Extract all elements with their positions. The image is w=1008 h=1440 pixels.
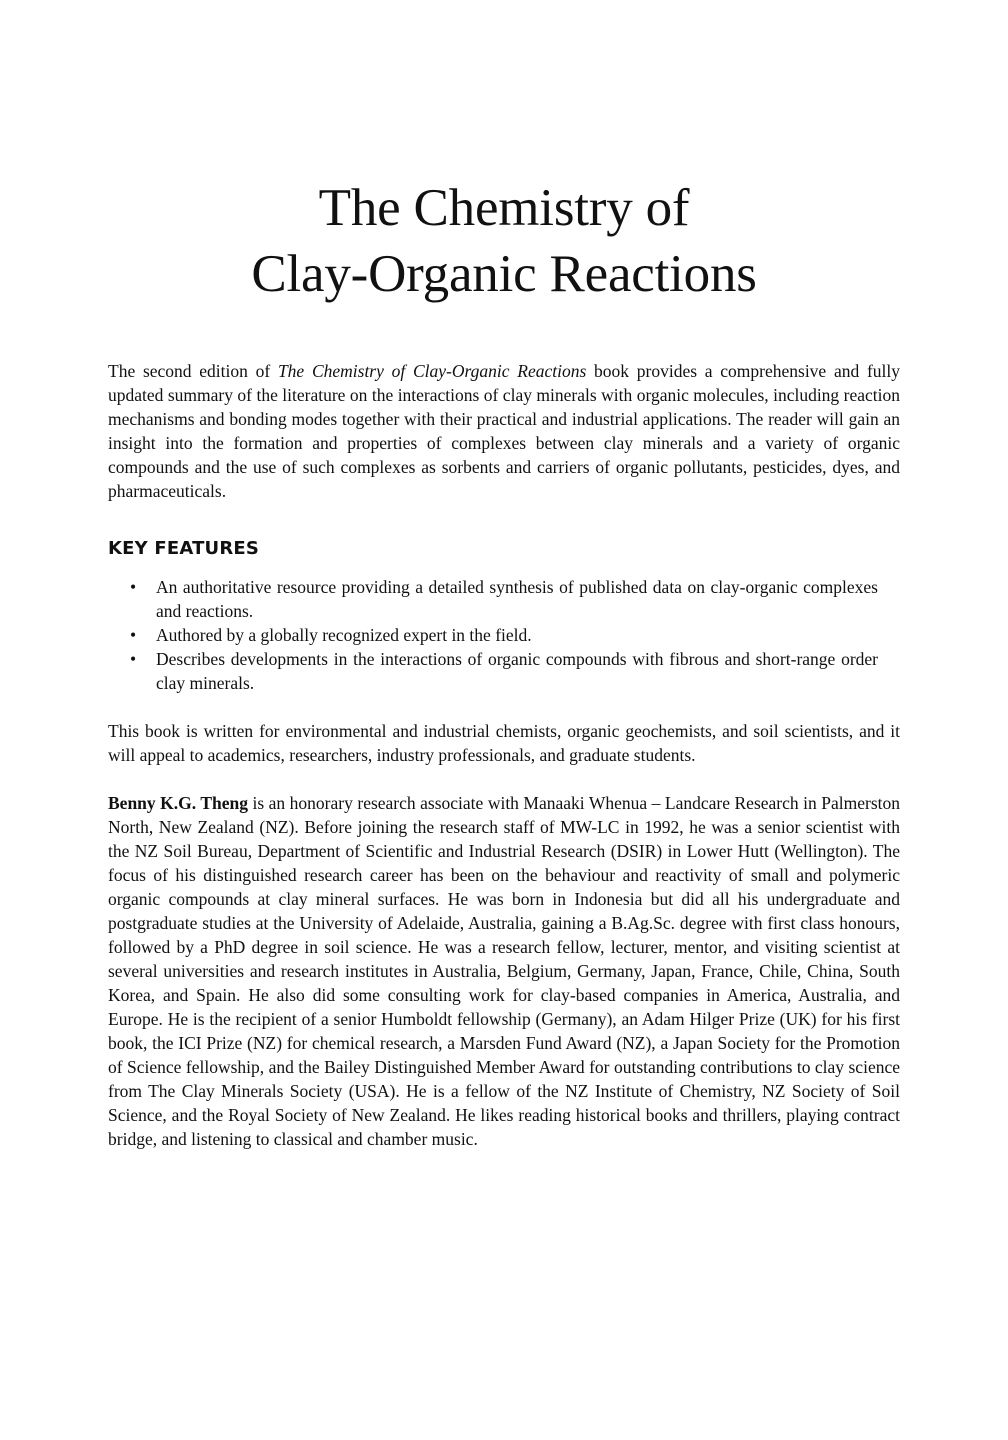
intro-suffix: book provides a comprehensive and fully updated summary of the literature on the interactions of clay minerals with organic molecules, including reaction mechanisms and bonding modes together with their practical and industrial applications. The reader will gain an insight into the formation and properties of complexes between clay minerals and a variety of organic compounds and the use of such complexes as sorbents and carriers of organic pollutants, pesticides, dyes, and pharmaceuticals. bbox=[108, 361, 900, 501]
key-feature-text: Describes developments in the interactions of organic compounds with fibrous and short-range order clay minerals. bbox=[156, 649, 878, 693]
key-features-list bbox=[108, 575, 878, 695]
author-bio-text: is an honorary research associate with Manaaki Whenua – Landcare Research in Palmerston North, New Zealand (NZ). Before joining the research staff of MW-LC in 1992, he was a senior scientist with the NZ Soil Bureau, Department of Scientific and Industrial Research (DSIR) in Lower Hutt (Wellington). The focus of his distinguished research career has been on the behaviour and reactivity of small and polymeric organic compounds at clay mineral surfaces. He was born in Indonesia but did all his undergraduate and postgraduate studies at the University of Adelaide, Australia, gaining a B.Ag.Sc. degree with first class honours, followed by a PhD degree in soil science. He was a research fellow, lecturer, mentor, and visiting scientist at several universities and research institutes in Australia, Belgium, Germany, Japan, France, Chile, China, South Korea, and Spain. He also did some consulting work for clay-based companies in America, Australia, and Europe. He is the recipient of a senior Humboldt fellowship (Germany), an Adam Hilger Prize (UK) for his first book, the ICI Prize (NZ) for chemical research, a Marsden Fund Award (NZ), a Japan Society for the Promotion of Science fellowship, and the Bailey Distinguished Member Award for outstanding contributions to clay science from The Clay Minerals Society (USA). He is a fellow of the NZ Institute of Chemistry, NZ Society of Soil Science, and the Royal Society of New Zealand. He likes reading historical books and thrillers, playing contract bridge, and listening to classical and chamber music. bbox=[108, 793, 900, 1149]
bullet-icon: • bbox=[130, 649, 137, 669]
key-feature-text: Authored by a globally recognized expert in the field. bbox=[156, 625, 532, 645]
key-features-heading: KEY FEATURES bbox=[108, 538, 260, 559]
author-name: Benny K.G. Theng bbox=[108, 793, 248, 813]
author-bio-paragraph bbox=[108, 791, 900, 1151]
intro-paragraph bbox=[108, 359, 900, 503]
book-title bbox=[108, 175, 900, 307]
key-feature-text: An authoritative resource providing a detailed synthesis of published data on clay-organic complexes and reactions. bbox=[156, 577, 878, 621]
bullet-icon: • bbox=[130, 577, 137, 597]
book-title-line-1: The Chemistry of bbox=[318, 179, 690, 237]
intro-book-title: The Chemistry of Clay-Organic Reactions bbox=[277, 361, 587, 381]
key-feature-item bbox=[108, 647, 878, 695]
key-feature-item bbox=[108, 575, 878, 623]
audience-paragraph: This book is written for environmental and industrial chemists, organic geochemists, and soil scientists, and it will appeal to academics, researchers, industry professionals, and graduate students. bbox=[108, 721, 900, 765]
key-feature-item bbox=[108, 623, 878, 647]
bullet-icon: • bbox=[130, 625, 137, 645]
book-title-line-2: Clay-Organic Reactions bbox=[251, 245, 757, 303]
intro-prefix: The second edition of bbox=[108, 361, 278, 381]
